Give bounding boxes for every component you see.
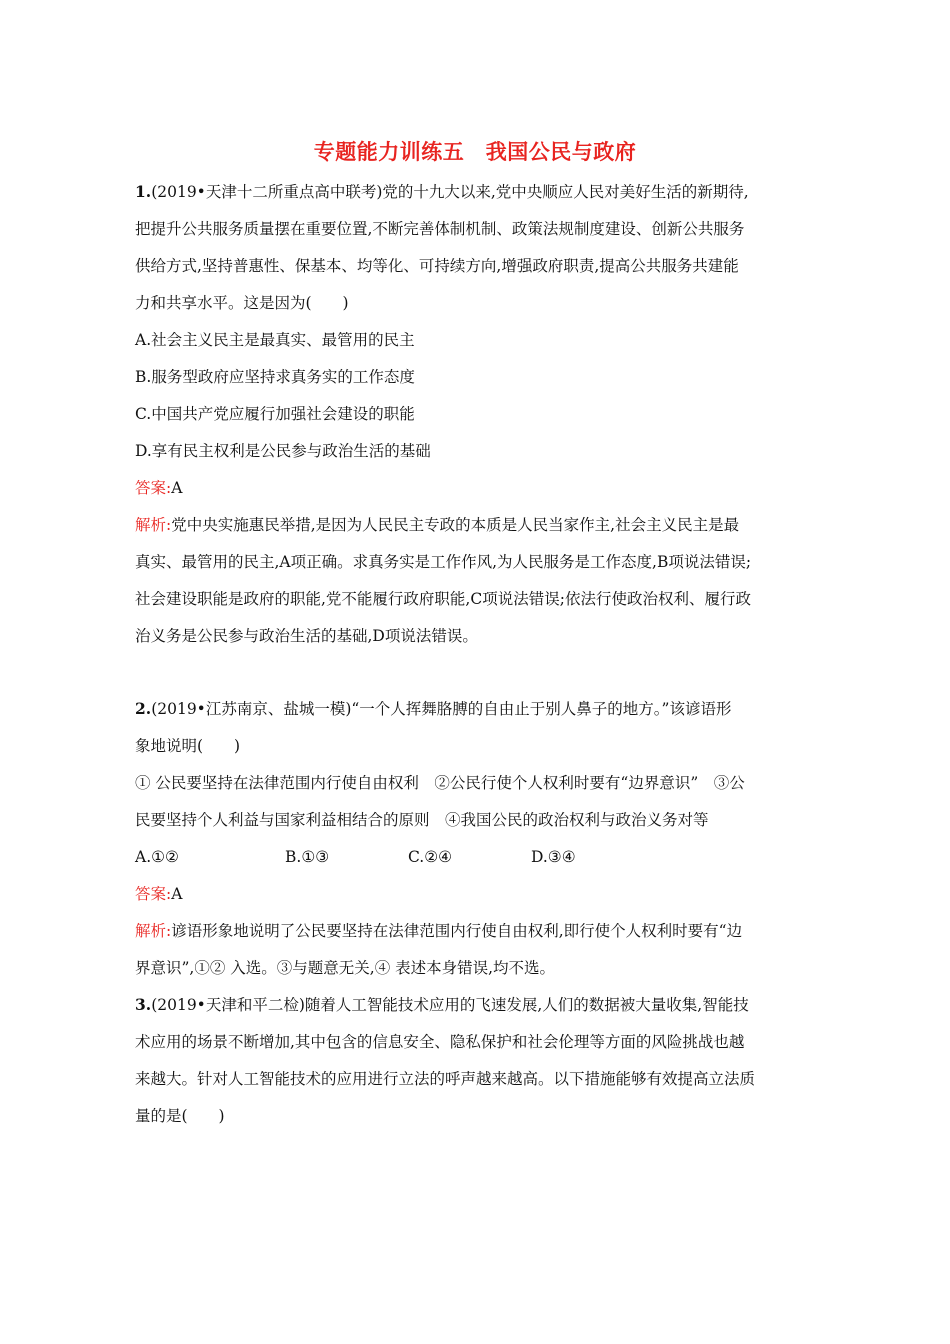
question-number: 2. xyxy=(135,699,152,718)
question-2 xyxy=(135,690,815,987)
answer-value: A xyxy=(171,885,183,903)
option-d: D.享有民主权利是公民参与政治生活的基础 xyxy=(135,442,431,460)
option-c: C.中国共产党应履行加强社会建设的职能 xyxy=(135,405,415,423)
answer-line xyxy=(135,470,815,507)
option-a: A.社会主义民主是最真实、最管用的民主 xyxy=(135,331,415,349)
page-title: 专题能力训练五 我国公民与政府 xyxy=(313,140,637,164)
analysis-line: 界意识”,①② 入选。③与题意无关,④ 表述本身错误,均不选。 xyxy=(135,959,556,977)
question-number: 3. xyxy=(135,995,152,1014)
question-3 xyxy=(135,986,815,1135)
question-stem-line: 1.(2019•天津十二所重点高中联考)党的十九大以来,党中央顺应人民对美好生活的新期待, xyxy=(135,182,749,201)
answer-label: 答案: xyxy=(135,885,172,903)
analysis-line: 解析:谚语形象地说明了公民要坚持在法律范围内行使自由权利,即行使个人权利时要有“边 xyxy=(135,922,743,940)
analysis-line: 治义务是公民参与政治生活的基础,D项说法错误。 xyxy=(135,627,478,645)
option-c: C.②④ xyxy=(408,848,453,866)
question-stem-line: 3.(2019•天津和平二检)随着人工智能技术应用的飞速发展,人们的数据被大量收集,智能技 xyxy=(135,995,749,1014)
question-stem-line: 术应用的场景不断增加,其中包含的信息安全、隐私保护和社会伦理等方面的风险挑战也越 xyxy=(135,1033,745,1051)
analysis-line: 社会建设职能是政府的职能,党不能履行政府职能,C项说法错误;依法行使政治权利、履行政 xyxy=(135,590,751,608)
analysis-line: 真实、最管用的民主,A项正确。求真务实是工作作风,为人民服务是工作态度,B项说法错误; xyxy=(135,553,752,571)
option-a: A.①② xyxy=(135,848,179,866)
question-1 xyxy=(135,173,815,655)
statement-line: 民要坚持个人利益与国家利益相结合的原则 ④我国公民的政治权利与政治义务对等 xyxy=(135,811,709,829)
statement-line: ① 公民要坚持在法律范围内行使自由权利 ②公民行使个人权利时要有“边界意识” ③公 xyxy=(135,774,745,792)
answer-value: A xyxy=(171,479,183,497)
analysis-label: 解析: xyxy=(135,922,172,940)
question-stem-line: 把提升公共服务质量摆在重要位置,不断完善体制机制、政策法规制度建设、创新公共服务 xyxy=(135,220,745,238)
answer-label: 答案: xyxy=(135,479,172,497)
analysis-label: 解析: xyxy=(135,516,172,534)
option-b: B.服务型政府应坚持求真务实的工作态度 xyxy=(135,368,415,386)
question-stem-line: 供给方式,坚持普惠性、保基本、均等化、可持续方向,增强政府职责,提高公共服务共建能 xyxy=(135,257,739,275)
question-stem-line: 象地说明( ) xyxy=(135,737,241,755)
option-b: B.①③ xyxy=(285,848,330,866)
question-stem-line: 2.(2019•江苏南京、盐城一模)“一个人挥舞胳膊的自由止于别人鼻子的地方。”该谚语形 xyxy=(135,699,732,718)
option-d: D.③④ xyxy=(531,848,576,866)
question-number: 1. xyxy=(135,182,152,201)
question-stem-line: 量的是( ) xyxy=(135,1107,225,1125)
options-row xyxy=(135,839,815,876)
analysis-line: 解析:党中央实施惠民举措,是因为人民民主专政的本质是人民当家作主,社会主义民主是最 xyxy=(135,516,740,534)
question-stem-line: 来越大。针对人工智能技术的应用进行立法的呼声越来越高。以下措施能够有效提高立法质 xyxy=(135,1070,756,1088)
answer-line xyxy=(135,876,815,913)
question-stem-line: 力和共享水平。这是因为( ) xyxy=(135,294,349,312)
